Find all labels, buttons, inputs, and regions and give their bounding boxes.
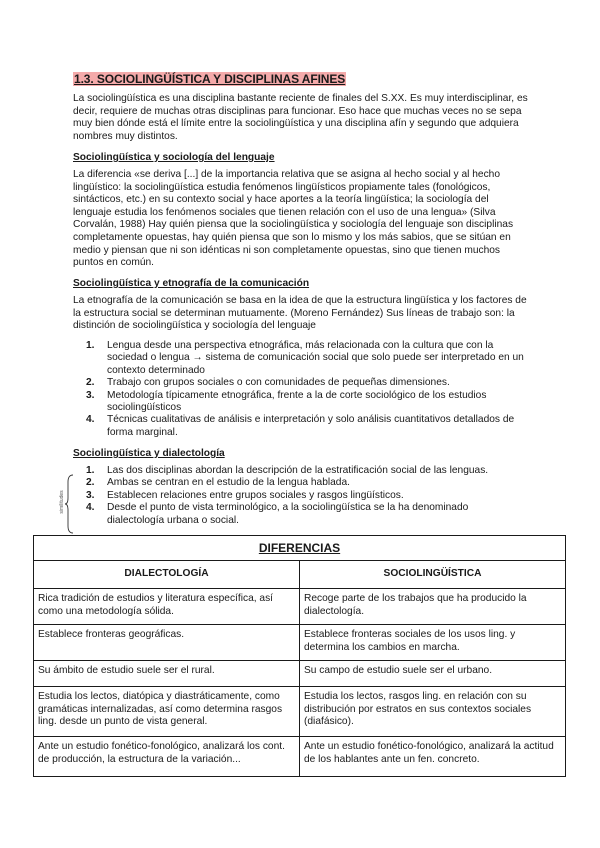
table-cell: Su ámbito de estudio suele ser el rural. <box>34 661 300 687</box>
list-item <box>86 490 526 502</box>
column-header-sociolinguistica: SOCIOLINGÜÍSTICA <box>300 561 566 589</box>
table-cell: Estudia los lectos, diatópica y diastráticamente, como gramáticas internalizadas, así como determina rasgos ling. desde un punto de vista general. <box>34 687 300 737</box>
sociologia-paragraph: La diferencia «se deriva [...] de la importancia relativa que se asigna al hecho social y al hecho lingüístico: la sociolingüística estudia fenómenos lingüísticos propiamente tales (fonológicos, sintácticos, etc.) en su contexto social y hace aportes a la teoría lingüística; la sociología del lenguaje estudia los fenómenos sociales que tienen relación con el uso de una lengua» (Silva Corvalán, 1988) Hay quién piensa que la sociolingüística y sociología del lenguaje son disciplinas completamente opuestas, hay quién piensa que son lo mismo y los más sabios, que se sitúan en medio y piensan que ni son idénticas ni son completamente opuestas, sino que tienen muchos puntos en común. <box>73 169 514 269</box>
heading-sociologia: Sociolingüística y sociología del lenguaje <box>73 152 275 163</box>
table-cell: Establece fronteras geográficas. <box>34 625 300 661</box>
list-text: Establecen relaciones entre grupos sociales y rasgos lingüísticos. <box>107 489 404 501</box>
list-text: Trabajo con grupos sociales o con comunidades de pequeñas dimensiones. <box>107 377 450 389</box>
list-item <box>86 465 526 477</box>
list-number: 3. <box>86 389 95 401</box>
table-cell: Ante un estudio fonético-fonológico, analizará los cont. de producción, la estructura de la variación... <box>34 737 300 777</box>
list-number: 3. <box>86 489 95 501</box>
list-item <box>86 390 526 415</box>
heading-etnografia: Sociolingüística y etnografía de la comunicación <box>73 278 310 289</box>
etnografia-paragraph: La etnografía de la comunicación se basa en la idea de que la estructura lingüística y los factores de la estructura social se determinan mutuamente. (Moreno Fernández) Sus líneas de trabajo son: la distinción de sociolingüística y sociología del lenguaje <box>73 295 527 332</box>
table-cell: Su campo de estudio suele ser el urbano. <box>300 661 566 687</box>
list-text: Técnicas cualitativas de análisis e interpretación y solo análisis cuantitativos detallados de forma marginal. <box>107 414 515 438</box>
list-item <box>86 340 526 377</box>
list-item <box>86 377 526 389</box>
similitudes-label: similitudes <box>59 490 65 514</box>
list-number: 2. <box>86 477 95 489</box>
table-row <box>34 625 566 661</box>
list-number: 4. <box>86 414 95 426</box>
table-cell: Establece fronteras sociales de los usos ling. y determina los cambios en marcha. <box>300 625 566 661</box>
table-caption: DIFERENCIAS <box>34 536 566 561</box>
column-header-dialectologia: DIALECTOLOGÍA <box>34 561 300 589</box>
list-item <box>86 477 526 489</box>
table-cell: Rica tradición de estudios y literatura específica, así como una metodología sólida. <box>34 589 300 625</box>
table-cell: Estudia los lectos, rasgos ling. en relación con su distribución por estratos en sus contextos sociales (diafásico). <box>300 687 566 737</box>
list-number: 2. <box>86 377 95 389</box>
dialectologia-list <box>86 465 526 527</box>
table-row <box>34 661 566 687</box>
differences-table <box>33 535 566 777</box>
list-number: 1. <box>86 340 95 351</box>
section-title: 1.3. SOCIOLINGÜÍSTICA Y DISCIPLINAS AFINES <box>74 72 346 86</box>
heading-dialectologia: Sociolingüística y dialectología <box>73 448 225 459</box>
list-number: 1. <box>86 465 95 476</box>
list-text: Desde el punto de vista terminológico, a la sociolingüística se la ha denominado dialectología urbana o social. <box>107 502 469 526</box>
list-item <box>86 414 526 439</box>
list-text: Ambas se centran en el estudio de la lengua hablada. <box>107 477 350 489</box>
list-text: Las dos disciplinas abordan la descripción de la estratificación social de las lenguas. <box>107 465 489 476</box>
list-text: Lengua desde una perspectiva etnográfica, más relacionada con la cultura que con la sociedad o lengua → sistema de comunicación social que solo puede ser interpretado en un contexto determinado <box>107 340 524 376</box>
list-text: Metodología típicamente etnográfica, frente a la de corte sociológico de los estudios sociolingüísticos <box>107 389 487 414</box>
list-item <box>86 502 526 527</box>
table-cell: Recoge parte de los trabajos que ha producido la dialectología. <box>300 589 566 625</box>
table-row <box>34 589 566 625</box>
table-row <box>34 687 566 737</box>
etnografia-list <box>86 340 526 439</box>
table-cell: Ante un estudio fonético-fonológico, analizará la actitud de los hablantes ante un fen. concreto. <box>300 737 566 777</box>
intro-paragraph: La sociolingüística es una disciplina bastante reciente de finales del S.XX. Es muy interdisciplinar, es decir, requiere de muchas otras disciplinas para funcionar. Eso hace que muchas veces no se sepa muy bien dónde está el límite entre la sociolingüística y una disciplina afín y segundo que adquiera nombres muy distintos. <box>73 93 528 142</box>
list-number: 4. <box>86 502 95 514</box>
table-row <box>34 737 566 777</box>
